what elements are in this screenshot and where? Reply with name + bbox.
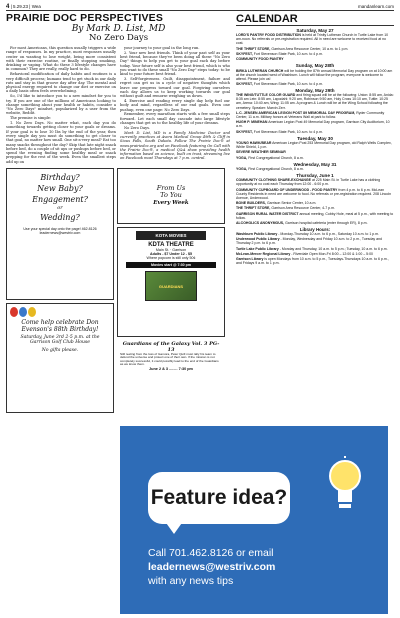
calendar-body — [236, 28, 394, 265]
column-text-right — [120, 46, 230, 165]
event-name: LORD'S PANTRY FOOD DISTRIBUTION — [236, 33, 301, 38]
movie-desc: Still reeling from the loss of Gamora, Peter Quill must rally his team to defend the universe and protect one of their own. If the mission is not completely successful, it could possibly lead to the end of the Guardians as we know them. — [120, 351, 219, 367]
page-folio: 4 | 5.29.23 | Wea mandanlearn.com — [6, 4, 394, 10]
calendar-day-heading: Saturday, May 27 — [296, 28, 334, 33]
calendar-event — [236, 150, 394, 154]
event-name: YOGA, — [236, 155, 248, 160]
popcorn-note: Where popcorn is still only 50¢ — [146, 256, 196, 261]
theatre-address: Main St. · Garrison — [155, 247, 187, 252]
from-us-line: From Us — [156, 184, 186, 193]
calendar-day-heading: Monday, May 29th — [295, 88, 335, 94]
celebrate-line: Wedding? — [40, 212, 80, 222]
calendar-event — [236, 120, 394, 128]
calendar-section — [236, 13, 394, 416]
calendar-day-heading: Thursday, June 1 — [296, 172, 334, 178]
page-columns — [6, 13, 394, 416]
library-hours-heading: Library Hours: — [299, 227, 331, 233]
event-name: ALCOHOLICS ANONYMOUS, — [236, 220, 285, 225]
event-text: will be holding the 87th annual Memorial Day program on at 10:00 am at the church located west of Washburn. Lunch will follow the program, everyone is welcome to attend. Please join us! — [236, 68, 393, 81]
celebrate-ad — [6, 168, 114, 300]
celebrate-contact: Use your special day onto the page! 462.8126 leadernews@westriv.com — [23, 226, 97, 235]
event-text: Fort Stevenson State Park, 10 a.m. to 4 p.m. — [253, 129, 323, 134]
calendar-day-heading: Tuesday, May 30 — [297, 135, 333, 141]
paragraph: 4. Exercise and reading every single day help fuel our body and mind, regardless of our end goals. Even one pushup, even one page: No Zero Days. — [120, 99, 230, 112]
kota-theatre-ad — [117, 227, 225, 337]
calendar-event — [236, 188, 394, 200]
event-name: SKYFEST, — [236, 51, 253, 56]
event-text: Garrison hospital cafeteria (enter through ER), 8 p.m. — [285, 220, 368, 225]
paragraph: 3. Self-forgiveness. Guilt, disappointment, failure and regret can get us in a cycle of negative thoughts which leave our progress toward our goal. Forgiving ourselves each day allows us to keep working towards our goal without guilt and remorse weighing us down. — [120, 77, 230, 99]
library-name: Underwood Public Library — [236, 237, 280, 242]
library-hours: - Riverdale Open Mon-Fri 8:00 – 12:00 & 1:00 – 5:00 — [291, 251, 373, 256]
library-name: Washburn Public Library — [236, 232, 278, 237]
event-text: and firing squad will be at the following: Union: 8:55 am, Anida: 8:35 am Lein: 8:55 am, Lapodahl: 9:20 am, Robinson 9:50 am, Holy Cross 10:10 am, Tuttle: 10:25 am, Arena: 10:40 am, Wing: 11:05 am. A program & Lunch will be at the Wing School following the cemetery. Speaker: Marvin Zerr. — [236, 93, 394, 110]
library-entry — [236, 237, 394, 245]
author-bio: Mark D. List, MD is a Family Medicine Doctor and currently practices at Avera Medical Group 49th & Cliff in Sioux Falls, South Dakota. Follow The Prairie Doc® at www.prairiedoc.org and on Facebook featuring On Call with the Prairie Doc®, a medical Q&A show providing health information based on science, built on trust, streaming live on Facebook most Thursdays at 7 p.m. central. — [120, 130, 230, 161]
library-entry — [236, 247, 394, 251]
paragraph: 2. Your new best friends. Think of your past self as your best friend, because they've been doing all these "No Zero Day" things to help you get to your goal each day before today. Your future self is also your best friend, which is who you want to do these small "No Zero Day" steps today: to be kind to your future best friend. — [120, 50, 230, 77]
column-body — [6, 46, 231, 165]
calendar-event — [236, 47, 394, 51]
calendar-event — [236, 52, 394, 56]
birthday-text: Come help celebrate Don Evenson's 88th Birthday! — [21, 318, 99, 333]
calendar-heading: CALENDAR — [236, 13, 394, 26]
library-entry — [236, 257, 394, 265]
event-name: SKYFEST, — [236, 129, 253, 134]
event-text: Garrison Area Resource Center, 10 a.m. to 1 p.m. — [271, 46, 349, 51]
paragraph: Behavioral modification of daily habits and routines is a very difficult process; humans tend to get stuck in our daily ruts and stay in that groove day after day. The mental and physical energy required to change our diet or exercise on a daily basis often feels overwhelming. — [6, 72, 116, 94]
movie-poster: GUARDIANS — [145, 271, 197, 301]
event-name: SEVERE WEATHER SEMINAR — [236, 150, 286, 155]
event-name: COMMUNITY CUPBOARD OF UNDERWOOD - FOOD PANTRY — [236, 187, 338, 192]
site-name: mandanlearn.com — [357, 4, 394, 9]
celebrate-line: Engagement? — [32, 194, 88, 204]
calendar-event — [236, 141, 394, 149]
event-text: from 4 p.m. to 6 p.m. McLean County Residents in need are welcome to food. No referrals or pre-registration required. 208 Lincoln Avenue, Underwood. — [236, 187, 392, 200]
balloons-icon — [10, 307, 110, 317]
feature-idea-ad — [120, 426, 388, 614]
library-entry — [236, 252, 394, 256]
calendar-event — [236, 82, 394, 86]
library-name: Turtle Lake Public Library — [236, 246, 279, 251]
library-hours: - Monday-Thursday 10 a.m. to 6 p.m., Saturday 10 a.m. to 1 p.m. — [278, 232, 380, 237]
event-name: L.C. JENSEN AMERICAN LEGION POST 89 MEMORIAL DAY PROGRAM, — [236, 110, 356, 115]
issue-date: 5.29.23 — [13, 4, 29, 9]
celebrate-or: or — [57, 205, 63, 212]
event-text: is held at Trinity Lutheran Church in Turtle Lake from 10 am-noon. No referrals or pre-registration required. All in need are welcome to received food at no cost. — [236, 33, 389, 46]
celebrate-line: New Baby? — [37, 183, 83, 193]
calendar-event — [236, 201, 394, 205]
column-heading: PRAIRIE DOC PERSPECTIVES — [6, 12, 164, 24]
event-name: SKYFEST, — [236, 82, 253, 86]
calendar-event — [236, 69, 394, 81]
library-hours: - Monday and Thursday, 10 a.m. to 5 p.m.; Tuesday, 10 a.m. to 6 p.m. — [279, 246, 388, 251]
event-text: First Congregational Church, 8 a.m. — [248, 155, 304, 160]
event-text: Fort Stevenson State Park, 10 a.m. to 4 p.m. — [253, 51, 323, 56]
calendar-event — [236, 111, 394, 119]
birthday-when: Saturday, June 3rd 2-5 p.m. at the Garrison Golf Club House — [20, 334, 100, 346]
event-name: BONE BUILDERS, — [236, 201, 266, 205]
library-name: McLean-Mercer Regional Library — [236, 251, 291, 256]
paragraph: Remember, every marathon starts with a few small steps forward. Let each small day cascade into large lifestyle changes that get us to the healthy life of your dreams. — [120, 112, 230, 126]
ads-col-right — [117, 168, 225, 416]
calendar-event — [236, 93, 394, 109]
event-name: THE THRIFT STORE, — [236, 46, 271, 51]
celebrate-line: Birthday? — [40, 172, 80, 182]
movie-title: Guardians of the Galaxy Vol. 3 PG-13 — [122, 340, 220, 353]
event-name: YOGA, — [236, 166, 248, 171]
event-text: American Legion Post 49 Memorial Day program, Garrison City Auditorium, 10 a.m. — [236, 120, 390, 129]
library-entry — [236, 232, 394, 236]
every-week-line: Every Week — [153, 200, 189, 207]
paragraph: 1. No Zero Days. No matter what, each day you do something towards getting closer to your goals or dreams. If your goal is to lose 10 lbs by the end of the year, then every single day you must do something to get closer to that goal, no matter how small. One sit-a-very meal? Eat too many snacks throughout the day? Skip that late night snack before bed, do a couple of sit ups or pushups before bed, or spend the evening finding some healthy meal or snack prepping for the rest of the week. Even the smallest steps add up on — [6, 121, 116, 164]
library-hours: is open Mondays from 10 a.m. to 5 p.m., Tuesdays-Thursdays 10 a.m. to 6 p.m., and Fridays 9 a.m. to 1 p.m. — [236, 257, 389, 266]
paragraph: So, I'd like to introduce you to a new mindset for you to try. If you are one of the millions of Americans looking to change something about your health or habits, consider a "No Zero Days" mindset, popularized by a user from the website, Reddit. — [6, 94, 116, 116]
from-us-ad — [117, 168, 225, 224]
calendar-day-heading: Sunday, May 28th — [295, 63, 335, 69]
movie-listing — [117, 340, 225, 371]
page-number: 4 — [6, 4, 10, 10]
ticket-prices: Adults - $7 Under 12 - $5 — [150, 251, 192, 256]
event-name: GARRISON RURAL WATER DISTRICT — [236, 211, 299, 216]
movie-times: June 2 & 3 ........ 7:30 pm — [149, 366, 193, 371]
event-text: at 225 Main St. in Turtle Lake has a clothing opportunity at no cost each Thursday from 12:00 - 6:00 p.m. — [236, 178, 381, 187]
calendar-event — [236, 167, 394, 171]
event-text: Garrison Area Resource Center, 4-7 p.m. — [271, 206, 335, 211]
calendar-day-heading: Wednesday, May 31 — [293, 161, 337, 167]
column-byline: By Mark D. List, MD — [71, 24, 166, 34]
paragraph: No Zero Days. — [124, 125, 151, 130]
event-name: THE WING/TUTTLE COLOR GUARD — [236, 93, 296, 98]
calendar-event — [236, 206, 394, 210]
feature-line-3: with any news tips — [148, 575, 234, 587]
event-name: THE THRIFT STORE, — [236, 206, 271, 211]
movie-start-time: Movies start @ 7:30 pm — [126, 262, 216, 268]
to-you-line: To You — [160, 191, 182, 200]
calendar-event — [236, 221, 394, 225]
paragraph: The premise is simple: — [10, 116, 52, 121]
event-name: COMMUNITY CLOTHING SHARE-EXCHANGE — [236, 178, 311, 183]
birthday-ad — [6, 303, 114, 413]
feature-headline: Feature idea? — [148, 472, 290, 524]
birthday-note: No gifts please. — [41, 347, 79, 353]
calendar-event — [236, 212, 394, 220]
ads-col-left — [6, 168, 114, 416]
event-text: First Congregational Church, 8 a.m. — [248, 166, 304, 171]
event-text: American Legion Post 253 Memorial Day program, old Ralph Wells Complex, White Shield, 1 p.m. — [236, 140, 392, 149]
feature-line-2[interactable]: leadernews@westriv.com — [148, 561, 276, 573]
kota-logo: KOTA MOVIES — [136, 231, 206, 240]
library-name: Garrison Library — [236, 257, 264, 262]
left-section — [6, 13, 231, 416]
column-title: No Zero Days — [88, 33, 149, 43]
calendar-event — [236, 178, 394, 186]
lightbulb-icon — [325, 456, 365, 518]
feature-line-1: Call 701.462.8126 or email — [148, 547, 274, 559]
calendar-event — [236, 33, 394, 45]
speech-tail — [164, 520, 184, 534]
event-text: Ryder Community Center, 11 a.m. Military honors at Veterans Wall at park to follow. — [236, 110, 385, 119]
theatre-name: KDTA THEATRE — [148, 241, 194, 248]
issue-tag: Wea — [31, 4, 41, 9]
paragraph: your journey to your goal in the long run. — [124, 46, 200, 50]
calendar-event — [236, 130, 394, 134]
feature-message — [148, 546, 373, 588]
event-text: Fort Stevenson State Park, 10 a.m. to 4 p.m. — [253, 82, 323, 86]
event-text: Garrison Senior Center, 10 a.m. — [266, 201, 317, 205]
event-name: BIRKA LUTHERAN CHURCH — [236, 68, 284, 73]
calendar-event — [236, 57, 394, 61]
event-name: HUGH P. MINEHAN — [236, 120, 268, 125]
column-text-left — [6, 46, 116, 165]
paragraph: For most Americans, this question usually triggers a wide range of responses. In my practice, most responses usually center on wanting to lose weight, being more consistent with their exercise routine, or finally stopping smoking, drinking or vaping. What do these 3 lifestyle changes have in common? They are really, really hard to do. — [6, 46, 116, 72]
calendar-event — [236, 156, 394, 160]
event-text: annual meeting, Cobby Hole, meal at 5 p.m., with meeting to follow. — [236, 211, 394, 220]
event-name: COMMUNITY FOOD PANTRY — [236, 57, 284, 62]
event-name: YOUNG HAWK/BEAR — [236, 140, 272, 145]
ads-area — [6, 168, 231, 416]
library-hours: - Monday, Wednesday and Friday 10 a.m. to 2 p.m., Tuesday and Thursday 2 p.m. to 6 p.m. — [236, 237, 382, 246]
